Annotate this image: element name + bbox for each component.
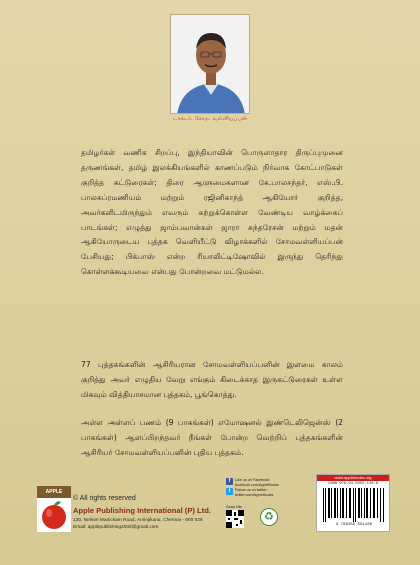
barcode-number: 9 789350 551166 [335, 523, 372, 527]
paragraph-1: தமிழர்கள் வணிக சிறப்பு, இந்தியாவின் பொருளாதார திருப்புமுனை தருணங்கள், தமிழ் இலக்கியங்களில் காணப்படும் நிர்வாக கோட்பாடுகள் குறித்த கட்டுரைகள்; திரை ஆளுமைகளான கே.பாலசந்தர், எஸ்.பி. பாலசுப்ரமணியம் மற்றும் ரஜினிகாந்த் ஆகியோர் குறித்த, அவர்களிடமிருந்தும் எவரும் கற்றுக்கொள்ள வேண்டிய வாழ்க்கைப் பாடங்கள்; எழுத்து ஜாம்பவான்கள் ஜாரா சுந்தரேசன் மற்றும் மதன் ஆகியோருடைய புத்தக வெளியீட்டு விழாக்களில் சோமவள்ளியப்பன் பேசியது; பிக்பாஸ் என்ற ரியாலிட்டிஷோவில் இருந்து தெரிந்து கொள்ளக்கூடியவை என்பது போன்றவை மட்டுமல்ல. [81, 148, 343, 277]
apple-books-logo [37, 486, 71, 532]
scan-me-label: Scan Me [226, 504, 242, 509]
rights-reserved-text: © All rights reserved [73, 495, 136, 502]
barcode-icon [322, 488, 386, 522]
barcode-website: www.applebooks.org [317, 475, 389, 481]
facebook-link[interactable] [226, 478, 286, 487]
author-portrait-image [171, 15, 250, 114]
twitter-link[interactable] [226, 488, 286, 497]
author-photo-caption: டாக்டர். சோம. வள்ளியப்பன் [173, 116, 247, 122]
qr-code-icon [226, 510, 244, 528]
logo-text: APPLE [37, 486, 71, 498]
facebook-icon: f [226, 478, 233, 485]
recycle-icon: ♻ [260, 508, 278, 526]
apple-icon [37, 498, 71, 532]
publisher-address: 130, Nelson Manickam Road, Aminjikarai, Chennai - 600 029 [73, 518, 203, 523]
publisher-email: Email: applepublishing2002@gmail.com [73, 525, 159, 530]
social-links [226, 478, 286, 498]
paragraph-3: அள்ள அள்ளப் பணம் (9 பாகங்கள்) எமோஷனல் இண்டெலிஜென்ஸ் (2 பாகங்கள்) ஆளப்பிறந்தவர் நீங்கள் போன்ற வெற்றிப் புத்தகங்களின் ஆசிரியர் சோமவள்ளியப்பனின் புதிய புத்தகம். [81, 418, 343, 457]
facebook-line-2: facebook.com/AppleBooks [235, 482, 279, 487]
paragraph-2: 77 புத்தகங்களின் ஆசிரியரான சோமவள்ளியப்பனின் இளமை காலம் குறித்து அவர் எழுதிய வேறு எங்கும் கிடைக்காத இருகட்டுரைகள் உள்ள மிகவும் வித்தியாசமான புத்தகம், பூங்கொத்து. [81, 360, 343, 399]
facebook-line-1: Like us on Facebook: [235, 478, 271, 482]
twitter-line-1: Follow us on twitter: [235, 488, 268, 493]
barcode-panel [316, 474, 390, 532]
twitter-line-2: twitter.com/AppleBooks [235, 492, 274, 497]
twitter-icon: t [226, 488, 233, 495]
isbn-label: ISBN 978-93-5055-116-6 [327, 482, 379, 486]
publisher-name: Apple Publishing International (P) Ltd. [73, 506, 211, 515]
author-photo [170, 14, 250, 114]
